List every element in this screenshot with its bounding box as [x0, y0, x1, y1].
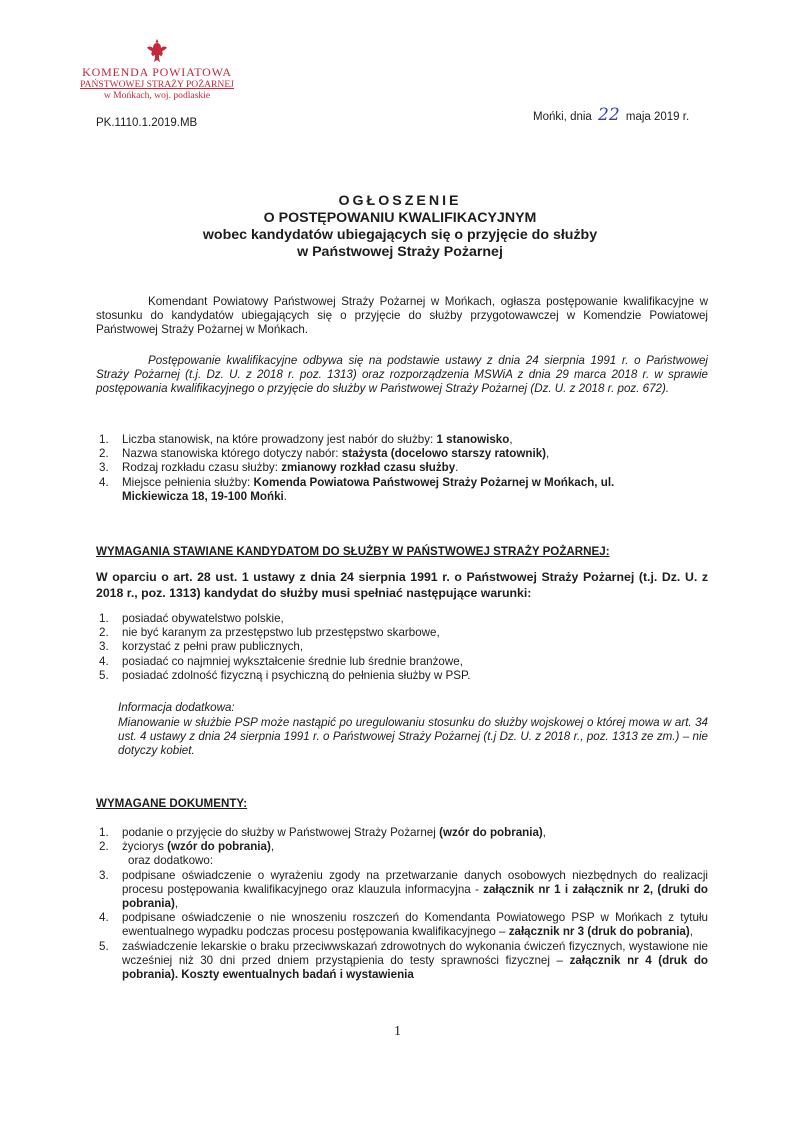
requirements-heading: WYMAGANIA STAWIANE KANDYDATOM DO SŁUŻBY W PAŃSTWOWEJ STRAŻY POŻARNEJ: [96, 545, 610, 558]
title-line-3: wobec kandydatów ubiegających się o przyjęcie do służby [202, 227, 598, 243]
info-item-number: 3. [99, 461, 109, 475]
office-stamp [62, 38, 252, 101]
document-item: 4. podpisane oświadczenie o nie wnoszeniu roszczeń do Komendanta Powiatowego PSP w Mońkach z tytułu ewentualnego wypadku podczas procesu postępowania kwalifikacyjnego – załącznik nr 3 (druk do pobrania), [99, 911, 708, 939]
info-item-number: 1. [99, 433, 109, 446]
polish-eagle-emblem-icon [146, 38, 168, 64]
document-additional-note: oraz dodatkowo: [128, 854, 214, 868]
requirement-item: 4. posiadać co najmniej wykształcenie średnie lub średnie branżowe, [99, 654, 463, 668]
additional-info-label: Informacja dodatkowa: [118, 701, 235, 714]
legal-basis-paragraph: Postępowanie kwalifikacyjne odbywa się na podstawie ustawy z dnia 24 sierpnia 1991 r. o Państwowej Straży Pożarnej (t.j. Dz. U. z 2018 r. poz. 1313) oraz rozporządzenia MSWiA z dnia 29 marca 2018 r. w sprawie postępowania kwalifikacyjnego o przyjęcie do służby w Państwowej Straży Pożarnej (Dz. U. z 2018 r. poz. 672). [96, 354, 708, 396]
info-item: 4. Miejsce pełnienia służby: Komenda Powiatowa Państwowej Straży Pożarnej w Mońkach, ul. Mickiewicza 18, 19-100 Mońki. [99, 475, 615, 503]
info-item-number: 4. [99, 475, 109, 489]
document-item: 2. życiorys (wzór do pobrania), oraz dodatkowo: [99, 840, 275, 868]
intro-paragraph: Komendant Powiatowy Państwowej Straży Pożarnej w Mońkach, ogłasza postępowanie kwalifikacyjne w stosunku do kandydatów ubiegających się o przyjęcie do służby przygotowawczej w Komendzie Powiatowej Państwowej Straży Pożarnej w Mońkach. [96, 295, 708, 337]
additional-info-text: Mianowanie w służbie PSP może nastąpić po uregulowaniu stosunku do służby wojskowej o której mowa w art. 34 ust. 4 ustawy z dnia 24 sierpnia 1991 r. o Państwowej Straży Pożarnej (t.j Dz. U. z 2018 r., poz. 1313 ze zm.) – nie dotyczy kobiet. [118, 716, 708, 758]
title-line-2: O POSTĘPOWANIU KWALIFIKACYJNYM [263, 210, 537, 226]
requirements-intro: W oparciu o art. 28 ust. 1 ustawy z dnia 24 sierpnia 1991 r. o Państwowej Straży Pożarnej (t.j. Dz. U. z 2018 r., poz. 1313) kandydat do służby musi spełniać następujące warunki: [96, 570, 708, 600]
document-item: 5. zaświadczenie lekarskie o braku przeciwwskazań zdrowotnych do wykonania ćwiczeń fizycznych, wystawione nie wcześniej niż 30 dni przed dniem przystąpienia do testy sprawności fizycznej – załącznik nr 4 (druk do pobrania). Koszty ewentualnych badań i wystawienia [99, 939, 709, 982]
document-item: 3. podpisane oświadczenie o wyrażeniu zgody na przetwarzanie danych osobowych niezbędnych do realizacji procesu postępowania kwalifikacyjnego oraz klauzula informacyjna - załącznik nr 1 i załącznik nr 2, (druki do pobrania), [99, 868, 708, 911]
title-line-1: OGŁOSZENIE [338, 193, 462, 209]
document-item: 1. podanie o przyjęcie do służby w Państwowej Straży Pożarnej (wzór do pobrania), [99, 826, 547, 839]
date-suffix: maja 2019 r. [625, 111, 690, 123]
requirement-item: 2. nie być karanym za przestępstwo lub przestępstwo skarbowe, [99, 626, 440, 640]
stamp-line-3: w Mońkach, woj. podlaskie [103, 90, 211, 101]
documents-heading: WYMAGANE DOKUMENTY: [96, 797, 248, 810]
requirement-item: 3. korzystać z pełni praw publicznych, [99, 640, 304, 654]
position-info-list [96, 433, 708, 504]
date-prefix: Mońki, dnia [533, 111, 592, 123]
info-item: 3. Rodzaj rozkładu czasu służby: zmianowy rozkład czasu służby. [99, 461, 459, 475]
stamp-line-2: PAŃSTWOWEJ STRAŻY POŻARNEJ [80, 79, 234, 90]
requirements-list [96, 612, 708, 683]
title-line-4: w Państwowej Straży Pożarnej [297, 244, 503, 260]
document-date [533, 105, 689, 125]
requirement-item: 1. posiadać obywatelstwo polskie, [99, 612, 284, 625]
info-item: 1. Liczba stanowisk, na które prowadzony jest nabór do służby: 1 stanowisko, [99, 433, 513, 446]
info-item: 2. Nazwa stanowiska którego dotyczy nabór: stażysta (docelowo starszy ratownik), [99, 447, 550, 461]
documents-list [96, 826, 708, 982]
requirement-item: 5. posiadać zdolność fizyczną i psychiczną do pełnienia służby w PSP. [99, 668, 471, 682]
page-number: 1 [394, 1024, 401, 1039]
date-day-handwritten: 22 [598, 105, 620, 125]
info-item-number: 2. [99, 447, 109, 461]
stamp-line-1: KOMENDA POWIATOWA [82, 65, 232, 79]
reference-number: PK.1110.1.2019.MB [96, 117, 198, 129]
announcement-title [130, 193, 670, 261]
